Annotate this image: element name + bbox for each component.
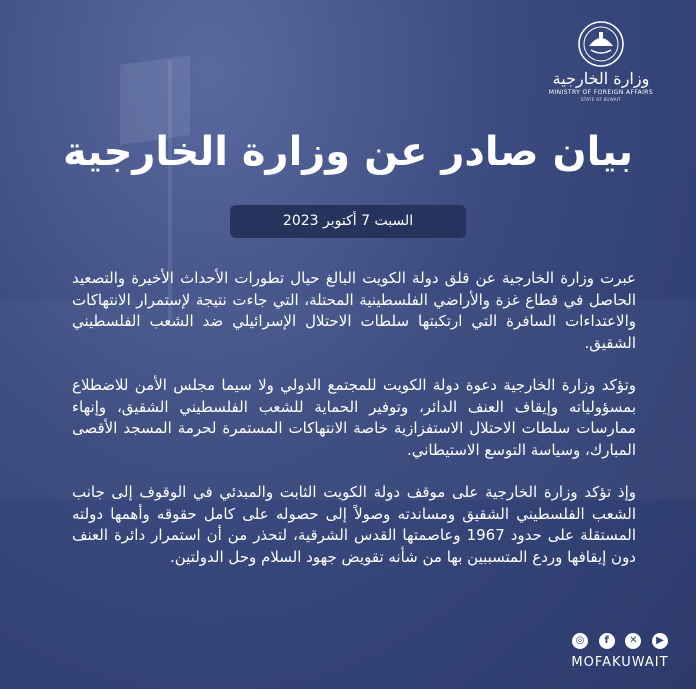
paragraph-3: وإذ تؤكد وزارة الخارجية على موقف دولة الكويت الثابت والمبدئي في الوقوف إلى جانب الشعب الفلسطيني الشقيق ومساندته وصولاً إلى حصوله على كامل حقوقه وأهمها دولته المستقلة على حدود 1967 وعاصمتها القدس الشرقية، لتحذر من أن استمرار دائرة العنف دون إيقافها وردع المتسببين بها من شأنه تقويض جهود السلام وحل الدولتين. bbox=[72, 483, 636, 566]
page-title: بيان صادر عن وزارة الخارجية bbox=[62, 129, 634, 175]
social-footer bbox=[568, 633, 672, 670]
kuwait-emblem-icon bbox=[577, 20, 625, 68]
logo-english-name: MINISTRY OF FOREIGN AFFAIRS bbox=[548, 89, 654, 96]
social-icons bbox=[572, 633, 668, 649]
instagram-icon[interactable]: ◎ bbox=[572, 633, 588, 649]
paragraph-1: عبرت وزارة الخارجية عن قلق دولة الكويت البالغ حيال تطورات الأحداث الأخيرة والتصعيد الحاصل في قطاع غزة والأراضي الفلسطينية المحتلة، التي جاءت نتيجة لإستمرار الانتهاكات والاعتداءات السافرة التي ارتكبتها سلطات الاحتلال الإسرائيلي ضد الشعب الفلسطيني الشقيق. bbox=[72, 269, 636, 352]
date-badge: السبت 7 أكتوبر 2023 bbox=[230, 205, 466, 238]
logo-state-name: STATE OF KUWAIT bbox=[580, 97, 622, 102]
ministry-logo bbox=[546, 20, 656, 103]
logo-arabic-name: وزارة الخارجية bbox=[552, 69, 650, 88]
social-handle[interactable]: MOFAKUWAIT bbox=[571, 655, 669, 670]
facebook-icon[interactable]: f bbox=[599, 633, 615, 649]
youtube-icon[interactable]: ▶ bbox=[652, 633, 668, 649]
paragraph-2: وتؤكد وزارة الخارجية دعوة دولة الكويت للمجتمع الدولي ولا سيما مجلس الأمن للاضطلاع بمسؤولياته وإيقاف العنف الدائر، وتوفير الحماية للشعب الفلسطيني الشقيق، وإنهاء ممارسات سلطات الاحتلال الاستفزازية خاصة الانتهاكات المستمرة لحرمة المسجد الأقصى المبارك، وسياسة التوسع الاستيطاني. bbox=[72, 376, 636, 459]
x-icon[interactable]: ✕ bbox=[625, 633, 641, 649]
statement-body bbox=[72, 268, 636, 589]
